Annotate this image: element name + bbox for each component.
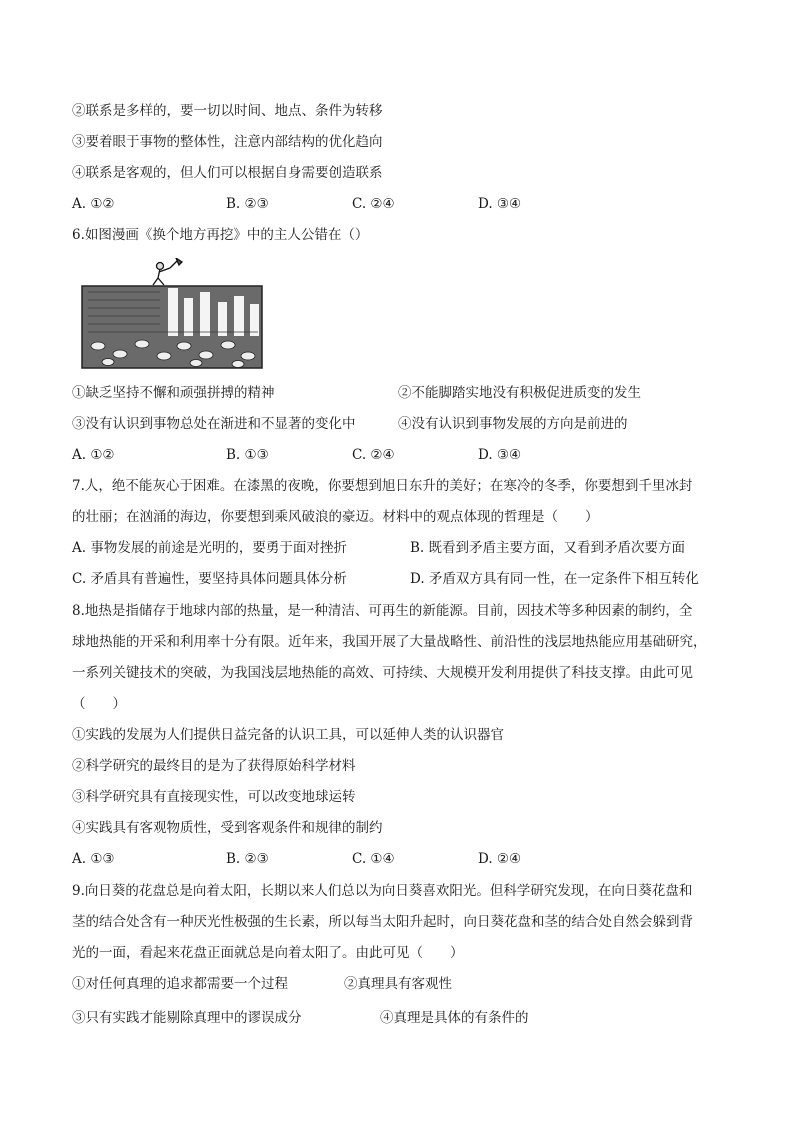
q8-item-3: ③科学研究具有直接现实性，可以改变地球运转 [72, 789, 356, 805]
q5-item-2: ②联系是多样的，要一切以时间、地点、条件为转移 [72, 103, 383, 119]
cartoon-digging-image [80, 258, 266, 370]
q8-option-d: D. ②④ [478, 851, 522, 867]
q7-stem-line-1: 7.人，绝不能灰心于困难。在漆黑的夜晚，你要想到旭日东升的美好；在寒冷的冬季，你要想到千里冰封 [72, 478, 693, 494]
q9-stem-line-2: 茎的结合处含有一种厌光性极强的生长素，所以每当太阳升起时，向日葵花盘和茎的结合处自然会躲到背 [72, 914, 693, 930]
q8-option-b: B. ②③ [226, 851, 269, 867]
q8-stem-line-1: 8.地热是指储存于地球内部的热量，是一种清洁、可再生的新能源。目前，因技术等多种因素的制约，全 [72, 603, 693, 619]
q8-stem-line-4: （ ） [72, 696, 126, 712]
q8-item-2: ②科学研究的最终目的是为了获得原始科学材料 [72, 758, 356, 774]
q6-option-b: B. ①③ [226, 447, 269, 463]
q6-item-4: ④没有认识到事物发展的方向是前进的 [398, 416, 628, 432]
q7-option-c: C. 矛盾具有普遍性，要坚持具体问题具体分析 [72, 571, 347, 587]
q6-item-1: ①缺乏坚持不懈和顽强拼搏的精神 [72, 385, 275, 401]
q7-option-d: D. 矛盾双方具有同一性，在一定条件下相互转化 [410, 571, 699, 587]
q5-option-c: C. ②④ [352, 196, 395, 212]
q8-option-a: A. ①③ [72, 851, 115, 867]
q7-stem-line-2: 的壮丽；在汹涌的海边，你要想到乘风破浪的豪迈。材料中的观点体现的哲理是（ ） [72, 509, 599, 525]
q6-item-3: ③没有认识到事物总处在渐进和不显著的变化中 [72, 416, 356, 432]
q6-option-d: D. ③④ [478, 447, 522, 463]
q7-option-a: A. 事物发展的前途是光明的，要勇于面对挫折 [72, 540, 347, 556]
q6-option-a: A. ①② [72, 447, 115, 463]
q9-stem-line-1: 9.向日葵的花盘总是向着太阳，长期以来人们总以为向日葵喜欢阳光。但科学研究发现，在向日葵花盘和 [72, 883, 693, 899]
q8-stem-line-3: 一系列关键技术的突破，为我国浅层地热能的高效、可持续、大规模开发利用提供了科技支撑。由此可见 [72, 665, 693, 681]
q9-item-2: ②真理具有客观性 [344, 976, 452, 992]
q5-option-b: B. ②③ [226, 196, 269, 212]
q8-option-c: C. ①④ [352, 851, 395, 867]
q8-stem-line-2: 球地热能的开采和利用率十分有限。近年来，我国开展了大量战略性、前沿性的浅层地热能应用基础研究， [72, 634, 707, 650]
q7-option-b: B. 既看到矛盾主要方面，又看到矛盾次要方面 [410, 540, 686, 556]
q5-item-3: ③要着眼于事物的整体性，注意内部结构的优化趋向 [72, 134, 383, 150]
q9-item-4: ④真理是具体的有条件的 [380, 1010, 529, 1026]
q6-option-c: C. ②④ [352, 447, 395, 463]
q9-stem-line-3: 光的一面，看起来花盘正面就总是向着太阳了。由此可见（ ） [72, 945, 464, 961]
q9-item-3: ③只有实践才能剔除真理中的谬误成分 [72, 1010, 302, 1026]
q8-item-1: ①实践的发展为人们提供日益完备的认识工具，可以延伸人类的认识器官 [72, 727, 504, 743]
q5-option-d: D. ③④ [478, 196, 522, 212]
q5-option-a: A. ①② [72, 196, 115, 212]
q5-item-4: ④联系是客观的，但人们可以根据自身需要创造联系 [72, 165, 383, 181]
q8-item-4: ④实践具有客观物质性，受到客观条件和规律的制约 [72, 820, 383, 836]
q6-stem: 6.如图漫画《换个地方再挖》中的主人公错在（） [72, 227, 369, 243]
q9-item-1: ①对任何真理的追求都需要一个过程 [72, 976, 288, 992]
q6-item-2: ②不能脚踏实地没有积极促进质变的发生 [398, 385, 641, 401]
